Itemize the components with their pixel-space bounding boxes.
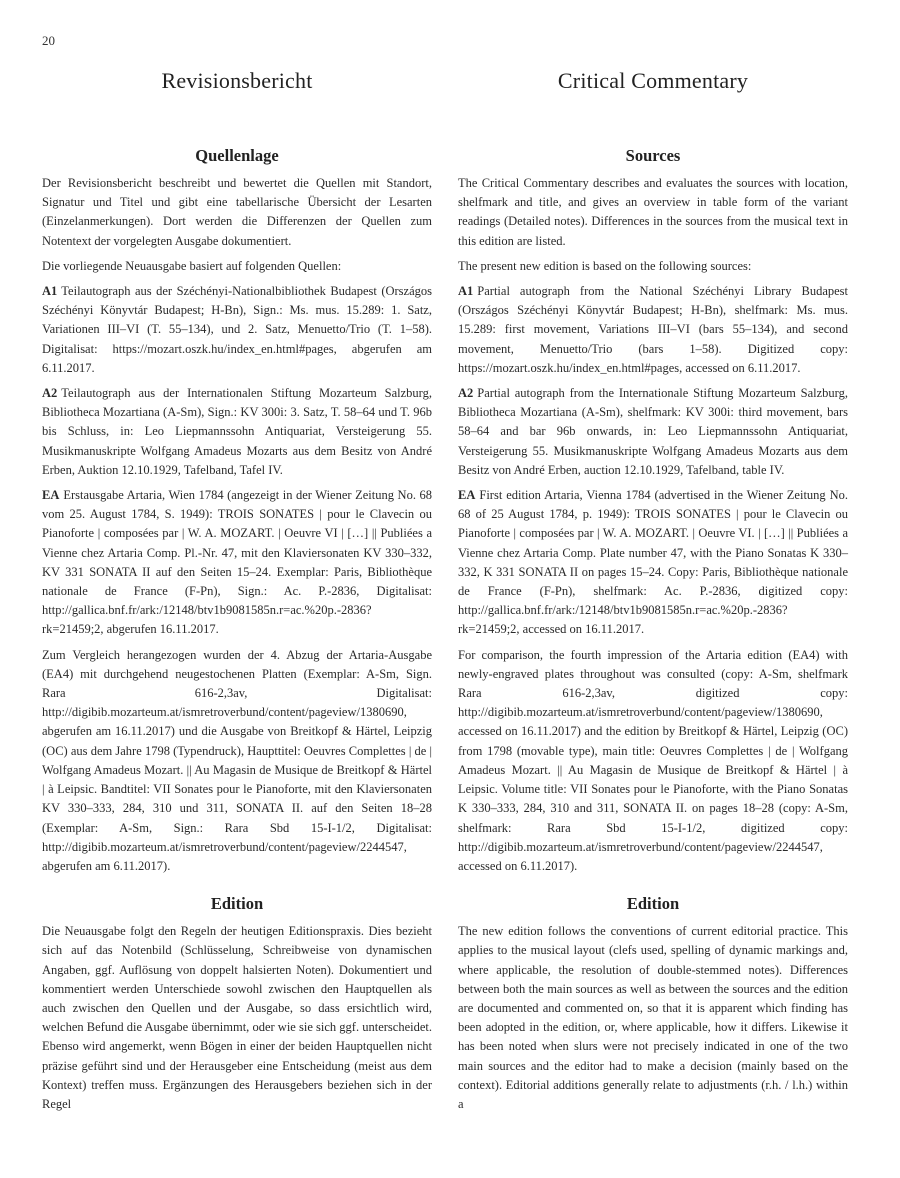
- source-description: Teilautograph aus der Internationalen Stiftung Mozarteum Salzburg, Bibliotheca Mozartiana (A-Sm), Sign.: KV 300i: 3. Satz, T. 58–64 und T. 96b bis Schluss, in: Leo Liepmannssohn Antiquariat, Versteigerung 55. Musikmanuskripte Wolfgang Amadeus Mozarts aus dem Besitz von André Erben, Auktion 12.10.1929, Tafelband, Tafel IV.: [42, 386, 432, 477]
- source-entry-ea: [458, 486, 848, 640]
- edition-heading-german: Edition: [210, 894, 264, 914]
- source-entry-ea: [42, 486, 432, 640]
- source-siglum: EA: [458, 488, 476, 503]
- sources-intro-paragraph: The Critical Commentary describes and evaluates the sources with location, shelfmark and title, and gives an overview in table form of the variant readings (Detailed notes). Differences in the sources from the musical text in this edition are listed.: [458, 176, 848, 248]
- sources-intro-paragraph: Der Revisionsbericht beschreibt und bewertet die Quellen mit Standort, Signatur und Titel und gibt eine tabellarische Übersicht der Lesarten (Einzelanmerkungen). Dort werden die Differenzen der Quellen zum Notentext der vorgelegten Ausgabe dokumentiert.: [42, 176, 432, 248]
- source-siglum: EA: [42, 488, 60, 503]
- comparison-paragraph-german: Zum Vergleich herangezogen wurden der 4. Abzug der Artaria-Ausgabe (EA4) mit durchgehend neugestochenen Platten (Exemplar: A-Sm, Sign. Rara 616-2,3av, Digitalisat: http://digibib.mozarteum.at/ismretroverbund/content/pageview/1380690, abgerufen am 16.11.2017) und die Ausgabe von Breitkopf & Härtel, Leipzig (OC) aus dem Jahre 1798 (Typendruck), Haupttitel: Oeuvres Complettes | de | Wolfgang Amadeus Mozart. || Au Magasin de Musique de Breitkopf & Härtel | à Leipsic. Bandtitel: VII Sonates pour le Pianoforte, mit den Klaviersonaten KV 330–333, 284, 310 und 311, SONATA II. auf den Seiten 18–28 (Exemplar: A-Sm, Sign.: Rara Sbd 15-I-1/2, Digitalisat: http://digibib.mozarteum.at/ismretroverbund/content/pageview/2244547, abgerufen am 6.11.2017).: [42, 647, 432, 873]
- german-column: [42, 68, 432, 1120]
- source-description: Erstausgabe Artaria, Wien 1784 (angezeigt in der Wiener Zeitung No. 68 vom 25. August 1784, S. 1949): TROIS SONATES | pour le Clavecin ou Pianoforte | composées par | W. A. MOZART. | Oeuvre VI | […] || Publiées a Vienne chez Artaria Comp. Pl.-Nr. 47, mit den Klaviersonaten KV 330–332, KV 331 SONATA II auf den Seiten 15–24. Exemplar: Paris, Bibliothèque nationale de France (F-Pn), Sign.: Ac. P.-2836, Digitalisat: http://gallica.bnf.fr/ark:/12148/btv1b9081585n.r=ac.%20p.-2836?rk=21459;2, abgerufen 16.11.2017.: [42, 488, 432, 637]
- source-entry-a1: [458, 282, 848, 378]
- sources-heading-english: Sources: [625, 146, 681, 165]
- column-title-english: Critical Commentary: [557, 68, 749, 93]
- edition-heading-english: Edition: [626, 894, 680, 914]
- source-entry-a2: [42, 384, 432, 480]
- source-description: Partial autograph from the National Széchényi Library Budapest (Országos Széchényi Könyvtár Budapest; H-Bn), shelfmark: Ms. mus. 15.289: first movement, Variations III–VI (bars 55–134), and second movement, Menuetto/Trio (bars 1–58). Digitized copy: https://mozart.oszk.hu/index_en.html#pages, accessed on 6.11.2017.: [458, 284, 848, 375]
- edition-paragraph-german: Die Neuausgabe folgt den Regeln der heutigen Editionspraxis. Dies bezieht sich auf das Notenbild (Schlüsselung, Schreibweise von dynamischen Angaben, ggf. Auflösung von doppelt halsierten Noten). Dokumentiert und kommentiert werden Unterschiede sowohl zwischen den Hauptquellen als auch zwischen den Quellen und der Ausgabe, so dass ersichtlich wird, welchen Befund die Ausgabe übernimmt, oder wie sie sich ggf. unterscheidet. Ebenso wird angemerkt, wenn Bögen in einer der beiden Hauptquellen nicht präzise geführt sind und der Herausgeber eine Entscheidung (meist aus dem Kontext) treffen muss. Ergänzungen des Herausgebers beziehen sich in der Regel: [42, 924, 432, 1111]
- source-description: Partial autograph from the Internationale Stiftung Mozarteum Salzburg, Bibliotheca Mozartiana (A-Sm), shelfmark: KV 300i: third movement, bars 58–64 and bar 96b onwards, in: Leo Liepmannssohn Antiquariat, Versteigerung 55. Musikmanuskripte Wolfgang Amadeus Mozarts aus dem Besitz von André Erben, auction 12.10.1929, Tafelband, table IV.: [458, 386, 848, 477]
- sources-heading-german: Quellenlage: [195, 146, 279, 165]
- source-entry-a1: [42, 282, 432, 378]
- source-entry-a2: [458, 384, 848, 480]
- source-siglum: A2: [42, 386, 58, 401]
- column-title-german: Revisionsbericht: [161, 68, 313, 93]
- english-column: [458, 68, 848, 1120]
- sources-basis-paragraph: The present new edition is based on the following sources:: [458, 258, 752, 273]
- source-siglum: A1: [42, 284, 58, 299]
- source-siglum: A1: [458, 284, 474, 299]
- source-description: First edition Artaria, Vienna 1784 (advertised in the Wiener Zeitung No. 68 of 25 August 1784, p. 1949): TROIS SONATES | pour le Clavecin ou Pianoforte | composées par | W. A. MOZART. | Oeuvre VI. | […] || Publiées a Vienne chez Artaria Comp. Plate number 47, with the Piano Sonatas K 330–332, K 331 SONATA II on pages 15–24. Copy: Paris, Bibliothèque nationale de France (F-Pn), shelfmark: Ac. P.-2836, digitized copy: http://gallica.bnf.fr/ark:/12148/btv1b9081585n.r=ac.%20p.-2836?rk=21459;2, accessed on 16.11.2017.: [458, 488, 848, 637]
- source-siglum: A2: [458, 386, 474, 401]
- comparison-paragraph-english: For comparison, the fourth impression of the Artaria edition (EA4) with newly-engraved plates throughout was consulted (copy: A-Sm, shelfmark Rara 616-2,3av, digitized copy: http://digibib.mozarteum.at/ismretroverbund/content/pageview/1380690, accessed on 16.11.2017) and the edition by Breitkopf & Härtel, Leipzig (OC) from 1798 (movable type), main title: Oeuvres Complettes | de | Wolfgang Amadeus Mozart. || Au Magasin de Musique de Breitkopf & Härtel | à Leipsic. Volume title: VII Sonates pour le Pianoforte, with the Piano Sonatas K 330–333, 284, 310 and 311, SONATA II. on pages 18–28 (copy: A-Sm, shelfmark: Rara Sbd 15-I-1/2, digitized copy: http://digibib.mozarteum.at/ismretroverbund/content/pageview/2244547, accessed on 6.11.2017).: [458, 647, 848, 873]
- page-number: 20: [42, 33, 55, 48]
- sources-basis-paragraph: Die vorliegende Neuausgabe basiert auf folgenden Quellen:: [42, 258, 342, 273]
- source-description: Teilautograph aus der Széchényi-Nationalbibliothek Budapest (Országos Széchényi Könyvtár Budapest; H-Bn), Sign.: Ms. mus. 15.289: 1. Satz, Variationen III–VI (T. 55–134), und 2. Satz, Menuetto/Trio (T. 1–58). Digitalisat: https://mozart.oszk.hu/index_en.html#pages, abgerufen am 6.11.2017.: [42, 284, 432, 375]
- edition-paragraph-english: The new edition follows the conventions of current editorial practice. This applies to the musical layout (clefs used, spelling of dynamic markings and, where applicable, the resolution of double-stemmed notes). Differences between both the main sources as well as between the sources and the edition are documented and commented on, so that it is apparent which finding has been adopted in the edition, or, where applicable, how it differs. Likewise it has been noted when slurs were not precisely indicated in one of the two main sources and the editor had to make a decision (mainly based on the context). Editorial additions generally relate to adjustments (r.h. / l.h.) within a: [458, 924, 848, 1111]
